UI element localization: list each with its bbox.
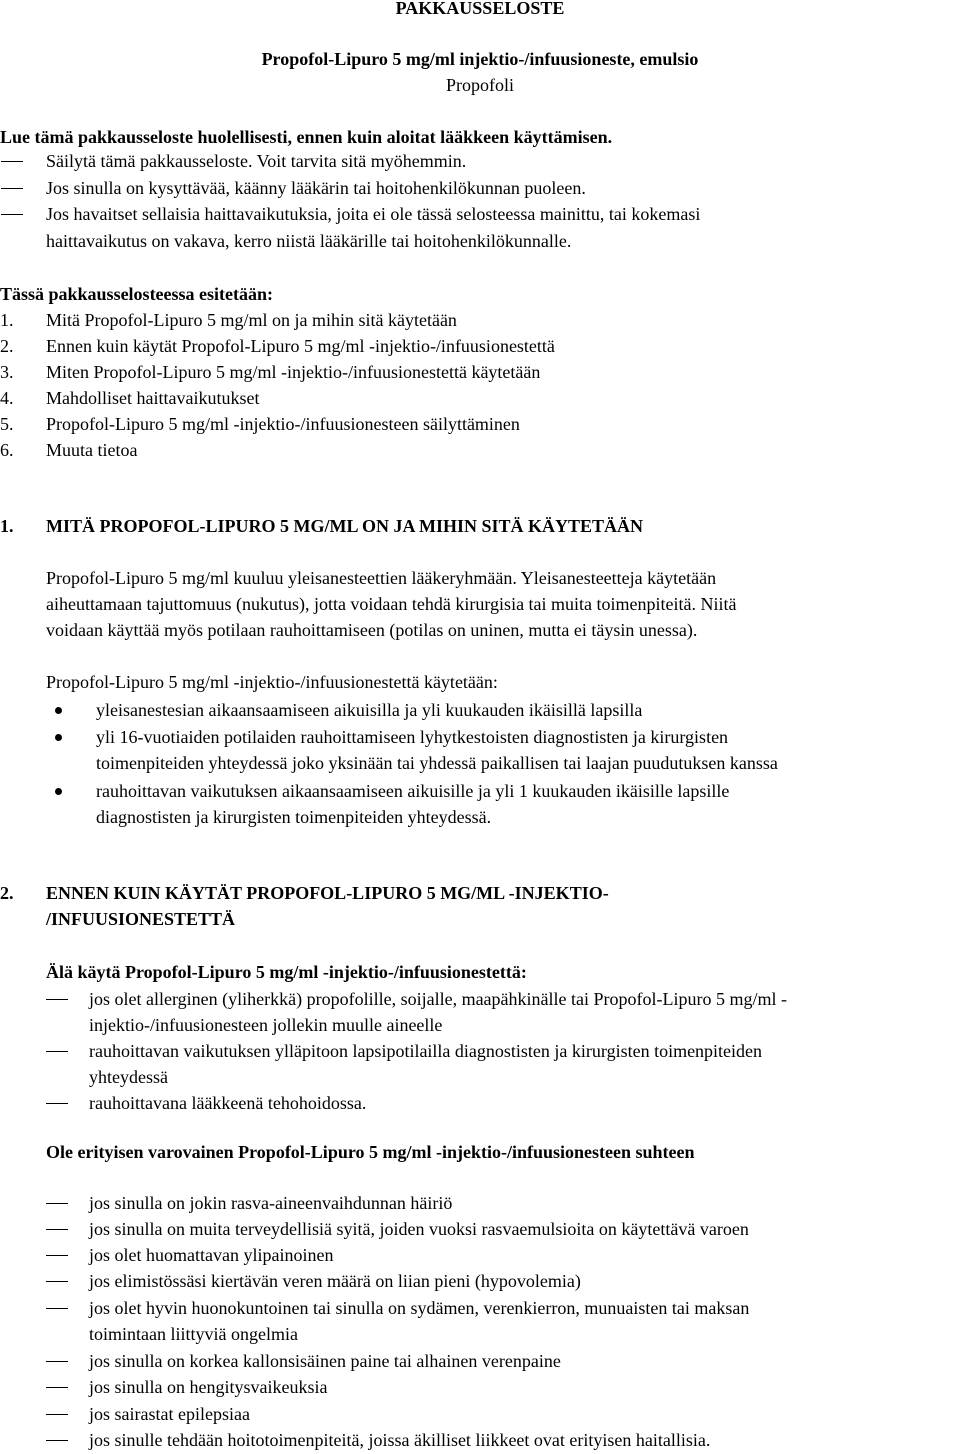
dash-bullet [46, 1440, 68, 1441]
toc-num: 3. [0, 362, 14, 382]
section1-para-line: Propofol-Lipuro 5 mg/ml kuuluu yleisanesteettien lääkeryhmään. Yleisanesteetteja käytetään [46, 568, 717, 588]
caution-item: jos elimistössäsi kiertävän veren määrä on liian pieni (hypovolemia) [89, 1271, 581, 1291]
dash-bullet [1, 214, 23, 215]
bullet-dot [55, 734, 62, 741]
bullet-dot [55, 788, 62, 795]
caution-item: jos sinulla on muita terveydellisiä syitä, joiden vuoksi rasvaemulsioita on käytettävä varoen [89, 1219, 749, 1239]
dash-bullet [46, 1203, 68, 1204]
bullet-dot [55, 707, 62, 714]
use-item: yleisanestesian aikaansaamiseen aikuisilla ja yli kuukauden ikäisillä lapsilla [96, 700, 643, 720]
section2-number: 2. [0, 883, 14, 903]
donot-item-cont: injektio-/infuusionesteen jollekin muulle aineelle [89, 1015, 443, 1035]
dash-bullet [46, 1229, 68, 1230]
dash-bullet [46, 1414, 68, 1415]
dash-bullet [46, 1281, 68, 1282]
section2-title: ENNEN KUIN KÄYTÄT PROPOFOL-LIPURO 5 MG/ML -INJEKTIO- [46, 883, 609, 903]
toc-item: Mitä Propofol-Lipuro 5 mg/ml on ja mihin sitä käytetään [46, 310, 457, 330]
dash-bullet [1, 161, 23, 162]
toc-num: 6. [0, 440, 14, 460]
intro-lead: Lue tämä pakkausseloste huolellisesti, ennen kuin aloitat lääkkeen käyttämisen. [0, 127, 613, 147]
toc-item: Propofol-Lipuro 5 mg/ml -injektio-/infuusionesteen säilyttäminen [46, 414, 520, 434]
caution-item: jos olet hyvin huonokuntoinen tai sinulla on sydämen, verenkierron, munuaisten tai maksan [89, 1298, 750, 1318]
section1-number: 1. [0, 516, 14, 536]
use-item: rauhoittavan vaikutuksen aikaansaamiseen aikuisille ja yli 1 kuukauden ikäisille lapsille [96, 781, 730, 801]
caution-item: jos sinulla on hengitysvaikeuksia [89, 1377, 328, 1397]
dash-bullet [46, 1051, 68, 1052]
caution-heading: Ole erityisen varovainen Propofol-Lipuro 5 mg/ml -injektio-/infuusionesteen suhteen [46, 1142, 695, 1162]
donot-item: rauhoittavan vaikutuksen ylläpitoon lapsipotilailla diagnostisten ja kirurgisten toimenpiteiden [89, 1041, 763, 1061]
dash-bullet [46, 1255, 68, 1256]
section1-para-line: aiheuttamaan tajuttomuus (nukutus), jotta voidaan tehdä kirurgisia tai muita toimenpiteitä. Niitä [46, 594, 737, 614]
dash-bullet [46, 1387, 68, 1388]
donot-item: jos olet allerginen (yliherkkä) propofolille, soijalle, maapähkinälle tai Propofol-Lipuro 5 mg/ml - [89, 989, 787, 1009]
donot-heading: Älä käytä Propofol-Lipuro 5 mg/ml -injektio-/infuusionestettä: [46, 962, 527, 982]
section1-title: MITÄ PROPOFOL-LIPURO 5 MG/ML ON JA MIHIN SITÄ KÄYTETÄÄN [46, 516, 644, 536]
intro-item: Jos sinulla on kysyttävää, käänny lääkärin tai hoitohenkilökunnan puoleen. [46, 178, 586, 198]
dash-bullet [46, 1308, 68, 1309]
toc-num: 4. [0, 388, 14, 408]
product-name: Propofol-Lipuro 5 mg/ml injektio-/infuusioneste, emulsio [261, 49, 699, 69]
caution-item: jos sinulle tehdään hoitotoimenpiteitä, joissa äkilliset liikkeet ovat erityisen haitallisia. [89, 1430, 711, 1450]
intro-item: Säilytä tämä pakkausseloste. Voit tarvita sitä myöhemmin. [46, 151, 467, 171]
toc-item: Ennen kuin käytät Propofol-Lipuro 5 mg/ml -injektio-/infuusionestettä [46, 336, 555, 356]
section2-title-cont: /INFUUSIONESTETTÄ [46, 909, 236, 929]
caution-item: jos sinulla on jokin rasva-aineenvaihdunnan häiriö [89, 1193, 453, 1213]
active-substance: Propofoli [445, 75, 514, 95]
dash-bullet [46, 1361, 68, 1362]
toc-num: 1. [0, 310, 14, 330]
dash-bullet [46, 999, 68, 1000]
caution-item: jos olet huomattavan ylipainoinen [89, 1245, 334, 1265]
leaflet-title: PAKKAUSSELOSTE [395, 0, 565, 18]
dash-bullet [46, 1103, 68, 1104]
toc-num: 2. [0, 336, 14, 356]
toc-num: 5. [0, 414, 14, 434]
toc-item: Mahdolliset haittavaikutukset [46, 388, 260, 408]
toc-heading: Tässä pakkausselosteessa esitetään: [0, 284, 274, 304]
section1-uses-intro: Propofol-Lipuro 5 mg/ml -injektio-/infuusionestettä käytetään: [46, 672, 498, 692]
donot-item: rauhoittavana lääkkeenä tehohoidossa. [89, 1093, 367, 1113]
toc-item: Muuta tietoa [46, 440, 138, 460]
intro-item: Jos havaitset sellaisia haittavaikutuksia, joita ei ole tässä selosteessa mainittu, tai kokemasi [46, 204, 701, 224]
section1-para-line: voidaan käyttää myös potilaan rauhoittamiseen (potilas on uninen, mutta ei täysin unessa). [46, 620, 698, 640]
toc-item: Miten Propofol-Lipuro 5 mg/ml -injektio-/infuusionestettä käytetään [46, 362, 541, 382]
caution-item: jos sairastat epilepsiaa [89, 1404, 250, 1424]
intro-item-cont: haittavaikutus on vakava, kerro niistä lääkärille tai hoitohenkilökunnalle. [46, 231, 572, 251]
use-item-cont: toimenpiteiden yhteydessä joko yksinään tai yhdessä paikallisen tai laajan puudutuksen kanssa [96, 753, 778, 773]
caution-item: jos sinulla on korkea kallonsisäinen paine tai alhainen verenpaine [89, 1351, 561, 1371]
caution-item-cont: toimintaan liittyviä ongelmia [89, 1324, 298, 1344]
donot-item-cont: yhteydessä [89, 1067, 168, 1087]
use-item-cont: diagnostisten ja kirurgisten toimenpiteiden yhteydessä. [96, 807, 492, 827]
dash-bullet [1, 188, 23, 189]
use-item: yli 16-vuotiaiden potilaiden rauhoittamiseen lyhytkestoisten diagnostisten ja kirurgisten [96, 727, 729, 747]
